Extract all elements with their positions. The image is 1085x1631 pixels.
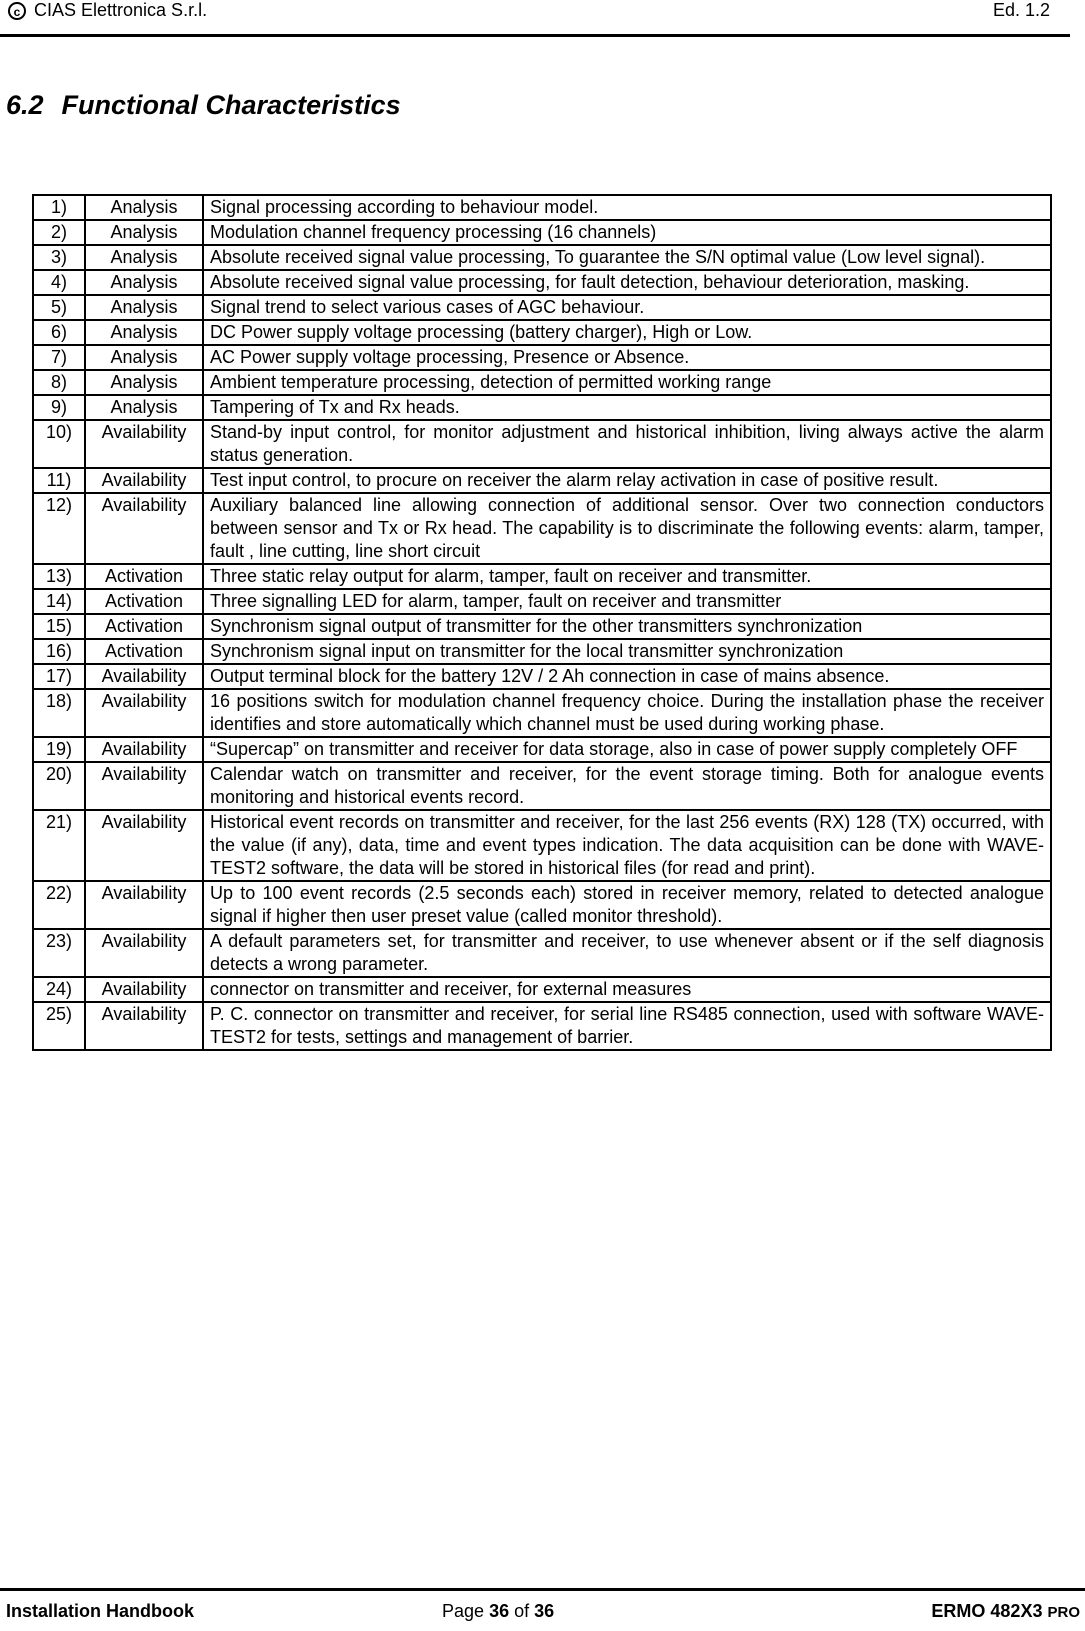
row-number: 20) xyxy=(33,762,85,810)
row-type: Availability xyxy=(85,762,203,810)
table-row xyxy=(33,881,1051,929)
row-number: 2) xyxy=(33,220,85,245)
row-description: Up to 100 event records (2.5 seconds each) stored in receiver memory, related to detected analogue signal if higher then user preset value (called monitor threshold). xyxy=(203,881,1051,929)
row-description: Absolute received signal value processing, To guarantee the S/N optimal value (Low level signal). xyxy=(203,245,1051,270)
row-type: Activation xyxy=(85,589,203,614)
copyright-icon: c xyxy=(8,2,26,20)
table-row xyxy=(33,395,1051,420)
row-description: Absolute received signal value processing, for fault detection, behaviour deterioration, masking. xyxy=(203,270,1051,295)
footer-product xyxy=(931,1601,1080,1622)
section-heading: Functional Characteristics xyxy=(61,90,401,120)
table-row xyxy=(33,689,1051,737)
row-description: Tampering of Tx and Rx heads. xyxy=(203,395,1051,420)
row-description: Three static relay output for alarm, tamper, fault on receiver and transmitter. xyxy=(203,564,1051,589)
footer-page-number xyxy=(442,1601,554,1622)
row-type: Availability xyxy=(85,1002,203,1050)
row-number: 21) xyxy=(33,810,85,881)
row-type: Analysis xyxy=(85,220,203,245)
row-description: A default parameters set, for transmitter and receiver, to use whenever absent or if the self diagnosis detects a wrong parameter. xyxy=(203,929,1051,977)
row-description: Historical event records on transmitter and receiver, for the last 256 events (RX) 128 (TX) occurred, with the value (if any), data, time and event types indication. The data acquisition can be done with WAVE-TEST2 software, the data will be stored in historical files (for read and print). xyxy=(203,810,1051,881)
table-row xyxy=(33,564,1051,589)
row-description: Signal processing according to behaviour model. xyxy=(203,195,1051,220)
row-type: Availability xyxy=(85,420,203,468)
table-row xyxy=(33,420,1051,468)
row-description: DC Power supply voltage processing (battery charger), High or Low. xyxy=(203,320,1051,345)
row-number: 3) xyxy=(33,245,85,270)
row-type: Availability xyxy=(85,929,203,977)
row-number: 12) xyxy=(33,493,85,564)
row-number: 7) xyxy=(33,345,85,370)
row-type: Analysis xyxy=(85,270,203,295)
row-description: Synchronism signal input on transmitter for the local transmitter synchronization xyxy=(203,639,1051,664)
row-description: P. C. connector on transmitter and receiver, for serial line RS485 connection, used with software WAVE-TEST2 for tests, settings and management of barrier. xyxy=(203,1002,1051,1050)
row-number: 10) xyxy=(33,420,85,468)
row-type: Availability xyxy=(85,664,203,689)
row-description: Calendar watch on transmitter and receiver, for the event storage timing. Both for analogue events monitoring and historical events record. xyxy=(203,762,1051,810)
table-row xyxy=(33,929,1051,977)
row-number: 1) xyxy=(33,195,85,220)
footer-handbook-title: Installation Handbook xyxy=(6,1601,195,1621)
row-number: 13) xyxy=(33,564,85,589)
row-type: Availability xyxy=(85,881,203,929)
table-row xyxy=(33,614,1051,639)
row-type: Activation xyxy=(85,639,203,664)
table-row xyxy=(33,195,1051,220)
table-row xyxy=(33,977,1051,1002)
row-number: 11) xyxy=(33,468,85,493)
row-number: 5) xyxy=(33,295,85,320)
table-row xyxy=(33,270,1051,295)
table-row xyxy=(33,320,1051,345)
row-number: 17) xyxy=(33,664,85,689)
row-description: Three signalling LED for alarm, tamper, fault on receiver and transmitter xyxy=(203,589,1051,614)
row-type: Analysis xyxy=(85,295,203,320)
page-of: of xyxy=(514,1601,530,1621)
row-type: Activation xyxy=(85,564,203,589)
row-type: Analysis xyxy=(85,320,203,345)
table-row xyxy=(33,245,1051,270)
row-number: 9) xyxy=(33,395,85,420)
product-name: ERMO 482X3 xyxy=(931,1601,1043,1621)
row-number: 16) xyxy=(33,639,85,664)
row-type: Analysis xyxy=(85,395,203,420)
table-row xyxy=(33,1002,1051,1050)
table-row xyxy=(33,664,1051,689)
characteristics-table-body xyxy=(33,195,1051,1050)
row-description: Test input control, to procure on receiver the alarm relay activation in case of positive result. xyxy=(203,468,1051,493)
row-number: 23) xyxy=(33,929,85,977)
characteristics-table xyxy=(32,194,1052,1051)
table-row xyxy=(33,295,1051,320)
table-row xyxy=(33,345,1051,370)
row-number: 18) xyxy=(33,689,85,737)
page-footer xyxy=(0,1588,1085,1631)
row-number: 8) xyxy=(33,370,85,395)
row-description: Modulation channel frequency processing (16 channels) xyxy=(203,220,1051,245)
row-number: 22) xyxy=(33,881,85,929)
table-row xyxy=(33,589,1051,614)
section-title xyxy=(6,90,401,121)
row-description: Output terminal block for the battery 12V / 2 Ah connection in case of mains absence. xyxy=(203,664,1051,689)
row-number: 25) xyxy=(33,1002,85,1050)
row-number: 15) xyxy=(33,614,85,639)
row-type: Availability xyxy=(85,810,203,881)
row-description: Auxiliary balanced line allowing connection of additional sensor. Over two connection conductors between sensor and Tx or Rx head. The capability is to discriminate the following events: alarm, tamper, fault , line cutting, line short circuit xyxy=(203,493,1051,564)
row-type: Availability xyxy=(85,977,203,1002)
row-description: Stand-by input control, for monitor adjustment and historical inhibition, living always active the alarm status generation. xyxy=(203,420,1051,468)
row-description: Signal trend to select various cases of AGC behaviour. xyxy=(203,295,1051,320)
edition-label: Ed. 1.2 xyxy=(992,0,1050,20)
row-number: 14) xyxy=(33,589,85,614)
section-number: 6.2 xyxy=(6,90,44,120)
company-name: CIAS Elettronica S.r.l. xyxy=(34,0,208,20)
row-type: Availability xyxy=(85,468,203,493)
row-type: Analysis xyxy=(85,370,203,395)
row-description: Ambient temperature processing, detection of permitted working range xyxy=(203,370,1051,395)
row-description: Synchronism signal output of transmitter for the other transmitters synchronization xyxy=(203,614,1051,639)
row-type: Availability xyxy=(85,689,203,737)
row-description: “Supercap” on transmitter and receiver for data storage, also in case of power supply completely OFF xyxy=(203,737,1051,762)
page-label: Page xyxy=(442,1601,485,1621)
row-number: 4) xyxy=(33,270,85,295)
row-number: 6) xyxy=(33,320,85,345)
table-row xyxy=(33,737,1051,762)
row-type: Activation xyxy=(85,614,203,639)
table-row xyxy=(33,762,1051,810)
row-type: Analysis xyxy=(85,245,203,270)
row-type: Availability xyxy=(85,737,203,762)
page-total: 36 xyxy=(534,1601,555,1621)
row-type: Availability xyxy=(85,493,203,564)
table-row xyxy=(33,370,1051,395)
header-left xyxy=(8,0,207,21)
page-current: 36 xyxy=(489,1601,510,1621)
row-description: connector on transmitter and receiver, for external measures xyxy=(203,977,1051,1002)
table-row xyxy=(33,468,1051,493)
row-type: Analysis xyxy=(85,195,203,220)
page-header xyxy=(0,0,1070,37)
row-number: 24) xyxy=(33,977,85,1002)
row-description: 16 positions switch for modulation channel frequency choice. During the installation phase the receiver identifies and store automatically which channel must be used during working phase. xyxy=(203,689,1051,737)
table-row xyxy=(33,493,1051,564)
product-suffix: PRO xyxy=(1047,1604,1080,1621)
table-row xyxy=(33,810,1051,881)
row-number: 19) xyxy=(33,737,85,762)
table-row xyxy=(33,639,1051,664)
row-type: Analysis xyxy=(85,345,203,370)
row-description: AC Power supply voltage processing, Presence or Absence. xyxy=(203,345,1051,370)
table-row xyxy=(33,220,1051,245)
